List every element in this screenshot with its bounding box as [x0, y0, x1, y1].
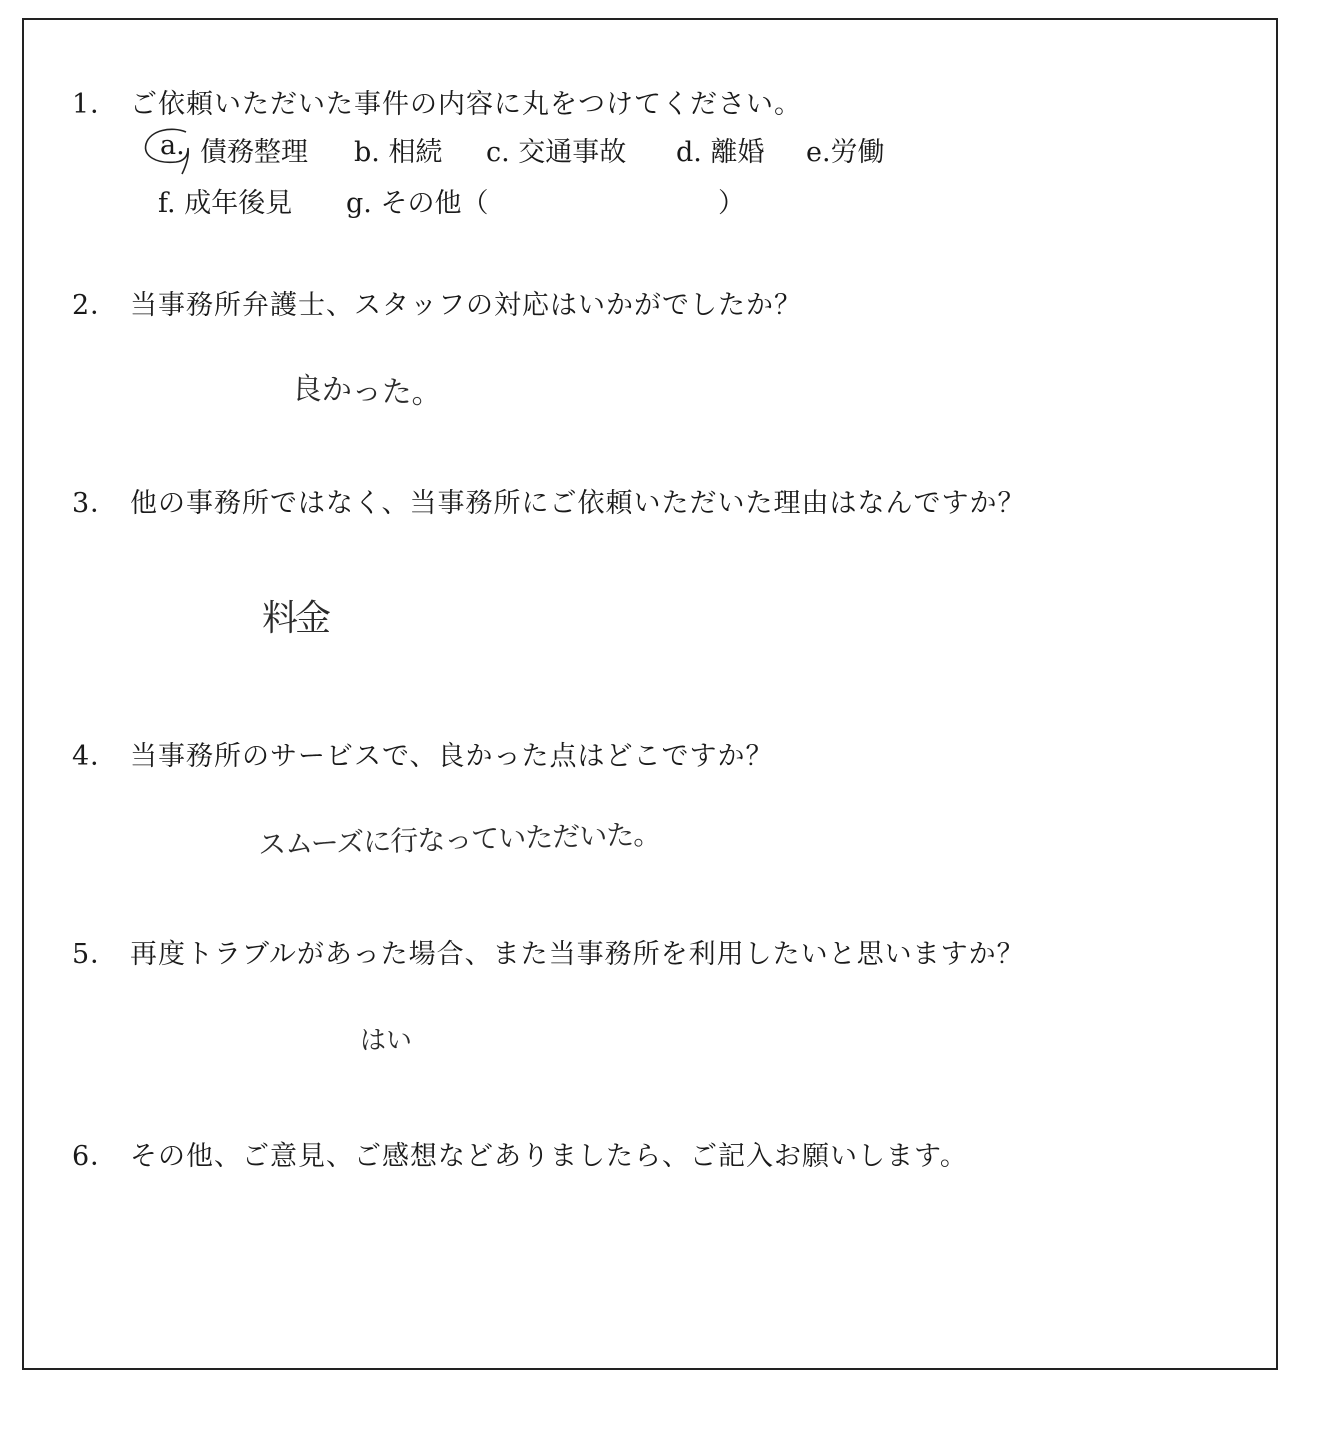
question-text: 他の事務所ではなく、当事務所にご依頼いただいた理由はなんですか？: [130, 488, 1026, 519]
answer-2: 良かった。: [291, 371, 443, 412]
question-text: その他、ご意見、ご感想などありましたら、ご記入お願いします。: [130, 1141, 968, 1172]
option-e[interactable]: e.労働: [806, 137, 885, 168]
question-number: 1．: [72, 89, 119, 120]
question-number: 2．: [72, 290, 119, 321]
option-g[interactable]: g. その他（: [346, 188, 489, 219]
question-4: [72, 734, 773, 773]
question-5: [72, 932, 1025, 971]
option-f[interactable]: f. 成年後見: [158, 188, 293, 219]
case-options-row-2: [0, 181, 1318, 221]
option-a[interactable]: a.: [160, 130, 185, 161]
answer-5: はい: [360, 1026, 413, 1056]
option-d[interactable]: d. 離婚: [676, 137, 765, 168]
answer-3: 料金: [262, 598, 329, 639]
question-text: 当事務所弁護士、スタッフの対応はいかがでしたか？: [130, 290, 802, 321]
question-text: 当事務所のサービスで、良かった点はどこですか？: [130, 741, 774, 772]
question-number: 6．: [72, 1141, 119, 1172]
question-number: 5．: [72, 939, 119, 970]
question-number: 3．: [72, 488, 119, 519]
question-number: 4．: [72, 741, 119, 772]
option-c[interactable]: c. 交通事故: [486, 137, 627, 168]
question-3: [72, 481, 1025, 520]
question-text: ご依頼いただいた事件の内容に丸をつけてください。: [130, 89, 802, 120]
answer-4: スムーズに行なっていただいた。: [257, 817, 661, 862]
question-1: [72, 82, 802, 121]
case-options-row-1: [0, 130, 1318, 170]
question-2: [72, 283, 802, 322]
question-6: [72, 1134, 968, 1173]
option-g-close-paren: ）: [718, 188, 745, 219]
option-b[interactable]: b. 相続: [354, 137, 443, 168]
option-a-label: 債務整理: [200, 137, 308, 168]
question-text: 再度トラブルがあった場合、また当事務所を利用したいと思いますか？: [130, 939, 1025, 970]
